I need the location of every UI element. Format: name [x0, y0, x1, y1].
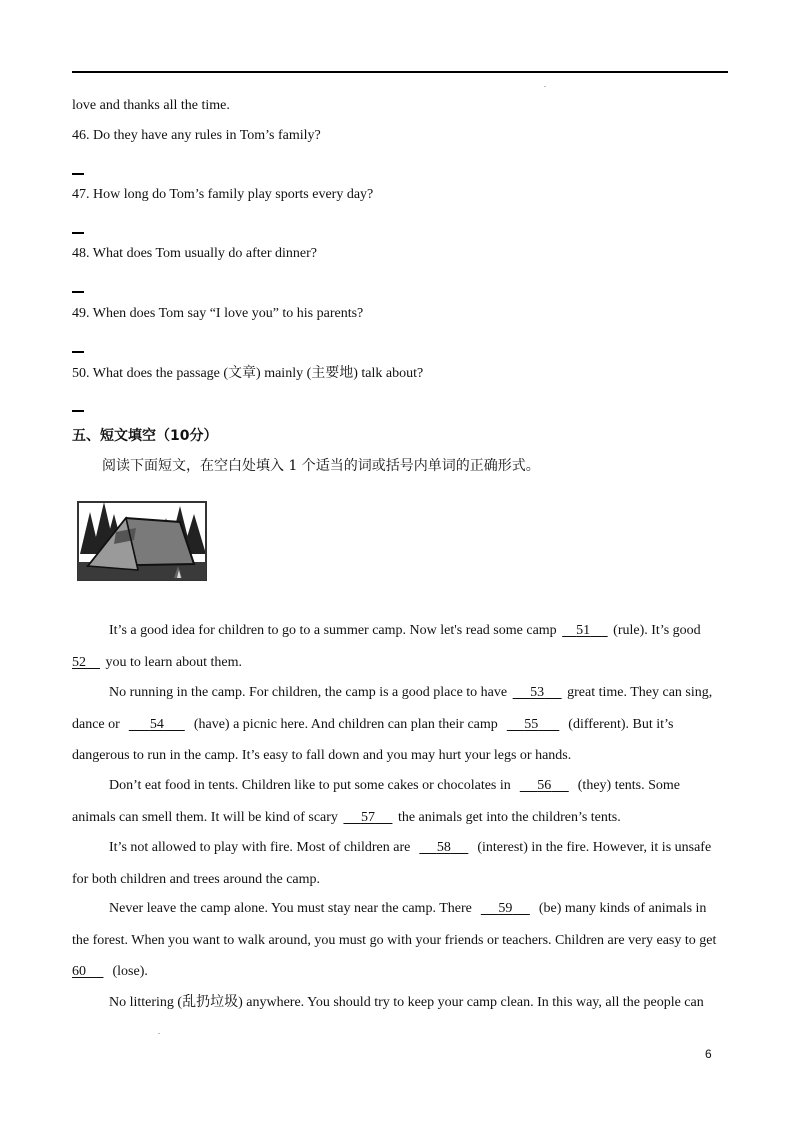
passage-text: (they) tents. Some — [577, 778, 681, 793]
passage-text: Don’t eat food in tents. Children like to put some cakes or chocolates in — [109, 778, 511, 793]
question-text: When does Tom say “I love you” to his parents? — [92, 306, 364, 321]
answer-line[interactable] — [72, 291, 84, 293]
question-48 — [72, 246, 317, 262]
blank-58[interactable]: 58 — [436, 840, 451, 855]
passage-text: No littering (乱扔垃圾) anywhere. You should try to keep your camp clean. In this way, all the people can — [109, 995, 704, 1010]
answer-line[interactable] — [72, 173, 84, 175]
section-title: 五、短文填空（10分） — [72, 428, 218, 444]
question-number: 46. — [72, 128, 90, 143]
question-49 — [72, 306, 363, 322]
passage-text: (different). But it’s — [568, 716, 674, 732]
blank-56[interactable]: 56 — [537, 778, 552, 793]
blank-52[interactable]: 52 — [72, 654, 86, 670]
passage-text: (rule). It’s good — [613, 623, 701, 638]
passage-paragraph-3 — [72, 770, 728, 833]
question-number: 49. — [72, 306, 90, 321]
blank-59[interactable]: 59 — [498, 901, 513, 916]
passage-text: (interest) in the fire. However, it is unsafe — [477, 840, 712, 855]
question-text: What does the passage (文章) mainly (主要地) talk about? — [92, 366, 424, 381]
question-number: 50. — [72, 366, 90, 381]
passage-text: (have) a picnic here. And children can plan their camp — [193, 716, 498, 732]
passage-text: It’s a good idea for children to go to a summer camp. Now let's read some camp — [109, 623, 557, 638]
blank-51[interactable]: 51 — [576, 623, 591, 638]
passage-text: Never leave the camp alone. You must stay near the camp. There — [109, 901, 472, 916]
page-number: 6 — [705, 1047, 712, 1061]
passage-text: dangerous to run in the camp. It’s easy to fall down and you may hurt your legs or hands. — [72, 748, 572, 763]
passage-text: for both children and trees around the camp. — [72, 871, 321, 887]
header-rule — [72, 71, 728, 73]
blank-55[interactable]: 55 — [524, 716, 539, 732]
question-46 — [72, 128, 321, 144]
scan-speck — [158, 1033, 160, 1034]
passage-text: you to learn about them. — [105, 654, 242, 670]
answer-line[interactable] — [72, 232, 84, 234]
tent-illustration — [76, 484, 208, 584]
passage-text: the animals get into the children’s tents. — [397, 809, 621, 825]
passage-paragraph-2 — [72, 677, 728, 772]
passage-text: dance or — [72, 716, 120, 732]
question-47 — [72, 187, 373, 203]
question-number: 47. — [72, 187, 90, 202]
passage-paragraph-4 — [72, 832, 728, 895]
blank-57[interactable]: 57 — [360, 809, 375, 825]
question-text: How long do Tom’s family play sports every day? — [93, 187, 374, 202]
passage-text: It’s not allowed to play with fire. Most of children are — [109, 840, 411, 855]
passage-text: the forest. When you want to walk around, you must go with your friends or teachers. Children are very easy to get — [72, 932, 717, 948]
passage-text: animals can smell them. It will be kind of scary — [72, 809, 338, 825]
passage-text: (be) many kinds of animals in — [538, 901, 707, 916]
passage-text: No running in the camp. For children, the camp is a good place to have — [109, 685, 508, 700]
passage-paragraph-5 — [72, 893, 728, 988]
question-50 — [72, 366, 423, 382]
passage-paragraph-6 — [72, 987, 728, 1019]
instruction-text: 阅读下面短文，在空白处填入 1 个适当的词或括号内单词的正确形式。 — [102, 458, 540, 474]
question-text: Do they have any rules in Tom’s family? — [93, 128, 321, 143]
passage-paragraph-1 — [72, 615, 728, 678]
answer-line[interactable] — [72, 410, 84, 412]
scan-speck — [544, 86, 546, 87]
continued-text: love and thanks all the time. — [72, 98, 230, 113]
question-number: 48. — [72, 246, 90, 261]
blank-53[interactable]: 53 — [530, 685, 545, 700]
question-text: What does Tom usually do after dinner? — [92, 246, 318, 261]
passage-text: great time. They can sing, — [567, 685, 713, 700]
blank-54[interactable]: 54 — [149, 716, 164, 732]
answer-line[interactable] — [72, 351, 84, 353]
passage-text: (lose). — [112, 964, 148, 979]
blank-60[interactable]: 60 — [72, 964, 86, 979]
